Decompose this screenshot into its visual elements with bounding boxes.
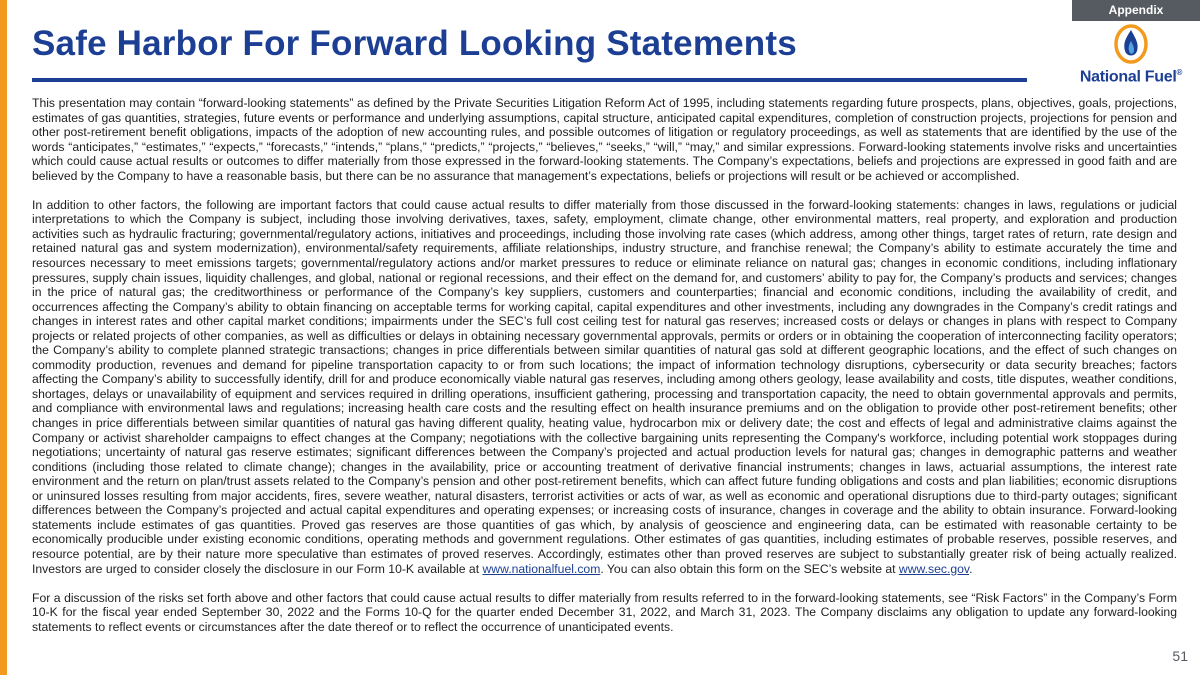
company-logo (1072, 24, 1190, 88)
page-number: 51 (1172, 648, 1188, 664)
trademark-symbol: ® (1176, 68, 1183, 77)
title-underline (32, 78, 1027, 82)
sec-link[interactable]: www.sec.gov (898, 561, 970, 576)
left-accent-bar (0, 0, 7, 675)
logo-wordmark (1072, 68, 1190, 86)
disclaimer-body (32, 96, 1177, 649)
page-title: Safe Harbor For Forward Looking Statements (32, 24, 797, 63)
risk-factors-text: In addition to other factors, the following are important factors that could cause actual results to differ materially from those discussed in the forward-looking statements: changes in laws, regulations or judicial interpretations to which the Company is subject, including those involving derivatives, taxes, safety, employment, climate change, other environmental matters, real property, and exploration and production activities such as hydraulic fracturing; governmental/regulatory actions, initiatives and proceedings, including those involving rate cases (which address, among other things, target rates of return, rate design and retained natural gas and system modernization), environmental/safety requirements, affiliate relationships, industry structure, and franchise renewal; the Company’s ability to estimate accurately the time and resources necessary to meet emissions targets; governmental/regulatory actions and/or market pressures to reduce or eliminate reliance on natural gas; changes in economic conditions, including inflationary pressures, supply chain issues, liquidity challenges, and global, national or regional recessions, and their effect on the demand for, and customers’ ability to pay for, the Company’s products and services; changes in the price of natural gas; the creditworthiness or performance of the Company’s key suppliers, customers and counterparties; financial and economic conditions, including the availability of credit, and occurrences affecting the Company’s ability to obtain financing on acceptable terms for working capital, capital expenditures and other investments, including any downgrades in the Company’s credit ratings and changes in interest rates and other capital market conditions; impairments under the SEC’s full cost ceiling test for natural gas reserves; increased costs or delays or changes in plans with respect to Company projects or related projects of other companies, as well as difficulties or delays in obtaining necessary governmental approvals, permits or orders or in obtaining the cooperation of interconnecting facility operators; the Company’s ability to complete planned strategic transactions; changes in price differentials between similar quantities of natural gas sold at different geographic locations, and the effect of such changes on commodity production, revenues and demand for pipeline transportation capacity to or from such locations; the impact of information technology disruptions, cybersecurity or data security breaches; factors affecting the Company’s ability to successfully identify, drill for and produce economically viable natural gas reserves, including among others geology, lease availability and costs, title disputes, weather conditions, shortages, delays or unavailability of equipment and services required in drilling operations, insufficient gathering, processing and transportation capacity, the need to obtain governmental approvals and permits, and compliance with environmental laws and regulations; increasing health care costs and the resulting effect on health insurance premiums and on the obligation to provide other post-retirement benefits; other changes in price differentials between similar quantities of natural gas having different quality, heating value, hydrocarbon mix or delivery date; the cost and effects of legal and administrative claims against the Company or activist shareholder campaigns to effect changes at the Company; negotiations with the collective bargaining units representing the Company's workforce, including potential work stoppages during negotiations; uncertainty of natural gas reserve estimates; significant differences between the Company’s projected and actual production levels for natural gas; changes in demographic patterns and weather conditions (including those related to climate change); changes in the availability, price or accounting treatment of derivative financial instruments; changes in laws, actuarial assumptions, the interest rate environment and the return on plan/trust assets related to the Company’s pension and other post-retirement benefits, which can affect future funding obligations and costs and plan liabilities; economic disruptions or uninsured losses resulting from major accidents, fires, severe weather, natural disasters, terrorist activities or acts of war, as well as economic and operational disruptions due to third-party outages; significant differences between the Company’s projected and actual capital expenditures and operating expenses; or increasing costs of insurance, changes in coverage and the ability to obtain insurance. Forward-looking statements include estimates of gas quantities. Proved gas reserves are those quantities of gas which, by analysis of geoscience and engineering data, can be estimated with reasonable certainty to be economically producible under existing economic conditions, operating methods and government regulations. Other estimates of gas quantities, including estimates of probable reserves, possible reserves, and resource potential, are by their nature more speculative than estimates of proved reserves. Accordingly, estimates other than proved reserves are subject to substantially greater risk of being actually realized. Investors are urged to consider closely the disclosure in our Form 10-K available at (32, 197, 1177, 576)
logo-name: National Fuel (1079, 68, 1177, 86)
paragraph-end-punct: . (969, 561, 973, 576)
appendix-tag: Appendix (1072, 0, 1200, 21)
paragraph-disclaimer: For a discussion of the risks set forth above and other factors that could cause actual results to differ materially from results referred to in the forward-looking statements, see “Risk Factors” in the Company’s Form 10-K for the fiscal year ended September 30, 2022 and the Forms 10-Q for the quarter ended December 31, 2022, and March 31, 2023. The Company disclaims any obligation to update any forward-looking statements to reflect events or circumstances after the date thereof or to reflect the occurrence of unanticipated events. (32, 590, 1177, 634)
nationalfuel-link[interactable]: www.nationalfuel.com (482, 561, 601, 576)
sec-website-text: . You can also obtain this form on the SEC’s website at (600, 561, 899, 576)
flame-logo-icon (1114, 24, 1148, 64)
paragraph-intro: This presentation may contain “forward-looking statements” as defined by the Private Securities Litigation Reform Act of 1995, including statements regarding future prospects, plans, objectives, goals, projections, estimates of gas quantities, strategies, future events or performance and underlying assumptions, capital structure, anticipated capital expenditures, completion of construction projects, projections for pension and other post-retirement benefit obligations, impacts of the adoption of new accounting rules, and possible outcomes of litigation or regulatory proceedings, as well as statements that are identified by the use of the words “anticipates,” “estimates,” “expects,” “forecasts,” “intends,” “plans,” “predicts,” “projects,” “believes,” “seeks,” “will,” “may,” and similar expressions. Forward-looking statements involve risks and uncertainties which could cause actual results or outcomes to differ materially from those expressed in the forward-looking statements. The Company’s expectations, beliefs and projections are expressed in good faith and are believed by the Company to have a reasonable basis, but there can be no assurance that management’s expectations, beliefs or projections will result or be achieved or accomplished. (32, 96, 1177, 183)
paragraph-risk-factors (32, 198, 1177, 576)
